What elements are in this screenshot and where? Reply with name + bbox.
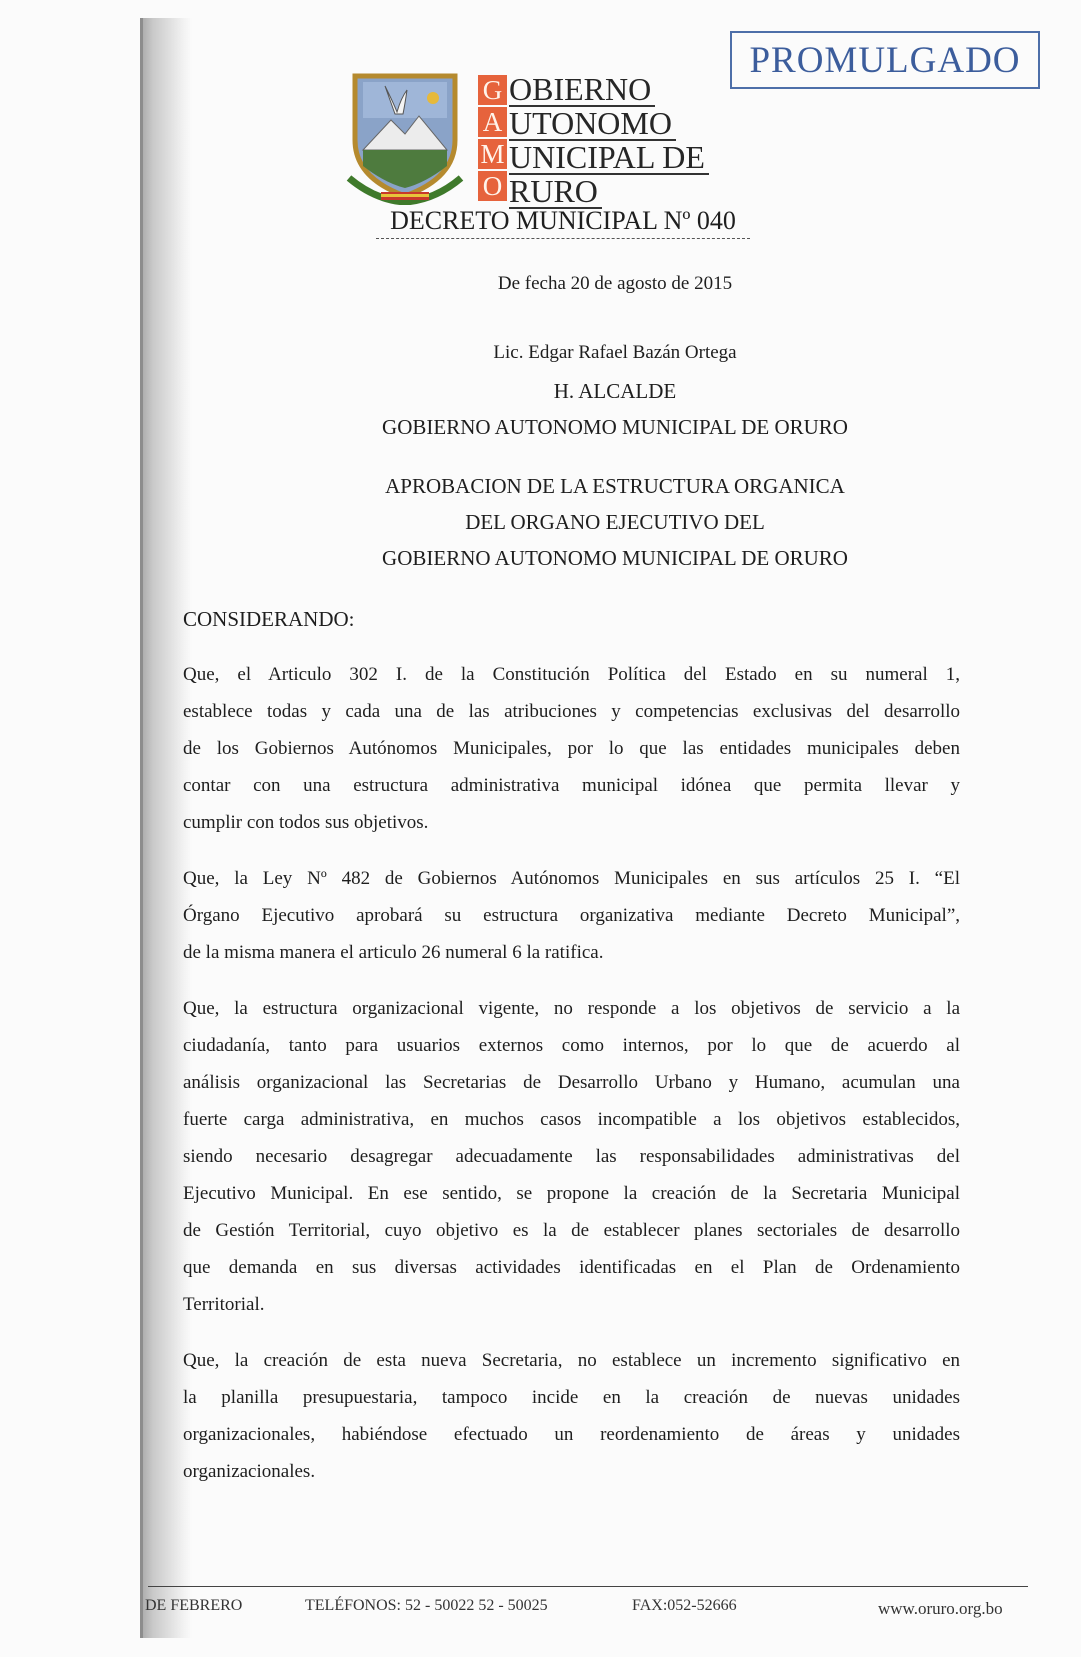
organization-name — [509, 73, 709, 209]
paragraph-line: la planilla presupuestaria, tampoco incide en la creación de nuevas unidades — [183, 1387, 960, 1408]
logo-letter: O — [478, 171, 507, 201]
org-line: UNICIPAL DE — [509, 141, 709, 175]
page-edge — [140, 18, 143, 1638]
authority-entity: GOBIERNO AUTONOMO MUNICIPAL DE ORURO — [382, 415, 848, 439]
coat-of-arms-seal — [345, 68, 465, 205]
decree-title: DECRETO MUNICIPAL Nº 040 — [376, 206, 750, 239]
paragraph-line: Que, la estructura organizacional vigente, no responde a los objetivos de servicio a la — [183, 998, 960, 1019]
promulgado-stamp: PROMULGADO — [730, 31, 1040, 89]
paragraph-line: organizacionales. — [183, 1461, 316, 1482]
paragraph-line: siendo necesario desagregar adecuadamente las responsabilidades administrativas del — [183, 1146, 960, 1167]
paragraph-line: Órgano Ejecutivo aprobará su estructura organizativa mediante Decreto Municipal”, — [183, 905, 960, 926]
authority-name: Lic. Edgar Rafael Bazán Ortega — [493, 342, 737, 363]
paragraph-line: Que, la Ley Nº 482 de Gobiernos Autónomos Municipales en sus artículos 25 I. “El — [183, 868, 960, 889]
subject-line: GOBIERNO AUTONOMO MUNICIPAL DE ORURO — [382, 546, 848, 570]
logo-letter: M — [478, 139, 507, 169]
paragraph-line: ciudadanía, tanto para usuarios externos como internos, por lo que de acuerdo al — [183, 1035, 960, 1056]
org-line: UTONOMO — [509, 107, 676, 141]
paragraph-line: Territorial. — [183, 1294, 265, 1315]
footer-divider — [148, 1586, 1028, 1587]
footer-fax: FAX:052-52666 — [632, 1597, 737, 1614]
paragraph-line: de los Gobiernos Autónomos Municipales, por lo que las entidades municipales deben — [183, 738, 960, 759]
paragraph-line: contar con una estructura administrativa municipal idónea que permita llevar y — [183, 775, 960, 796]
authority-title: H. ALCALDE — [553, 379, 677, 403]
paragraph — [183, 656, 960, 841]
paragraph-line: de Gestión Territorial, cuyo objetivo es la de establecer planes sectoriales de desarrollo — [183, 1220, 960, 1241]
logo-letter: G — [478, 75, 507, 105]
footer-phones: TELÉFONOS: 52 - 50022 52 - 50025 — [305, 1597, 548, 1614]
paragraph-line: Ejecutivo Municipal. En ese sentido, se propone la creación de la Secretaria Municipal — [183, 1183, 960, 1204]
paragraph-line: organizacionales, habiéndose efectuado un reordenamiento de áreas y unidades — [183, 1424, 960, 1445]
org-line: OBIERNO — [509, 73, 655, 107]
paragraph — [183, 990, 960, 1323]
footer-url: www.oruro.org.bo — [878, 1599, 1003, 1618]
org-line: RURO — [509, 175, 602, 209]
paragraph-line: que demanda en sus diversas actividades identificadas en el Plan de Ordenamiento — [183, 1257, 960, 1278]
paragraph-line: Que, la creación de esta nueva Secretaria, no establece un incremento significativo en — [183, 1350, 960, 1371]
logo-letter: A — [478, 107, 507, 137]
gamo-acronym-column — [478, 75, 507, 203]
footer-address: DE FEBRERO — [145, 1597, 243, 1614]
paragraph-line: de la misma manera el articulo 26 numeral 6 la ratifica. — [183, 942, 604, 963]
paragraph — [183, 860, 960, 971]
paragraph — [183, 1342, 960, 1490]
date-line: De fecha 20 de agosto de 2015 — [497, 273, 733, 294]
paragraph-line: fuerte carga administrativa, en muchos casos incompatible a los objetivos establecidos, — [183, 1109, 960, 1130]
paragraph-line: establece todas y cada una de las atribuciones y competencias exclusivas del desarrollo — [183, 701, 960, 722]
paragraph-line: análisis organizacional las Secretarias de Desarrollo Urbano y Humano, acumulan una — [183, 1072, 960, 1093]
paragraph-line: cumplir con todos sus objetivos. — [183, 812, 429, 833]
subject-line: APROBACION DE LA ESTRUCTURA ORGANICA — [385, 474, 845, 498]
subject-line: DEL ORGANO EJECUTIVO DEL — [465, 510, 765, 534]
section-heading: CONSIDERANDO: — [183, 607, 355, 631]
paragraph-line: Que, el Articulo 302 I. de la Constitución Política del Estado en su numeral 1, — [183, 664, 960, 685]
